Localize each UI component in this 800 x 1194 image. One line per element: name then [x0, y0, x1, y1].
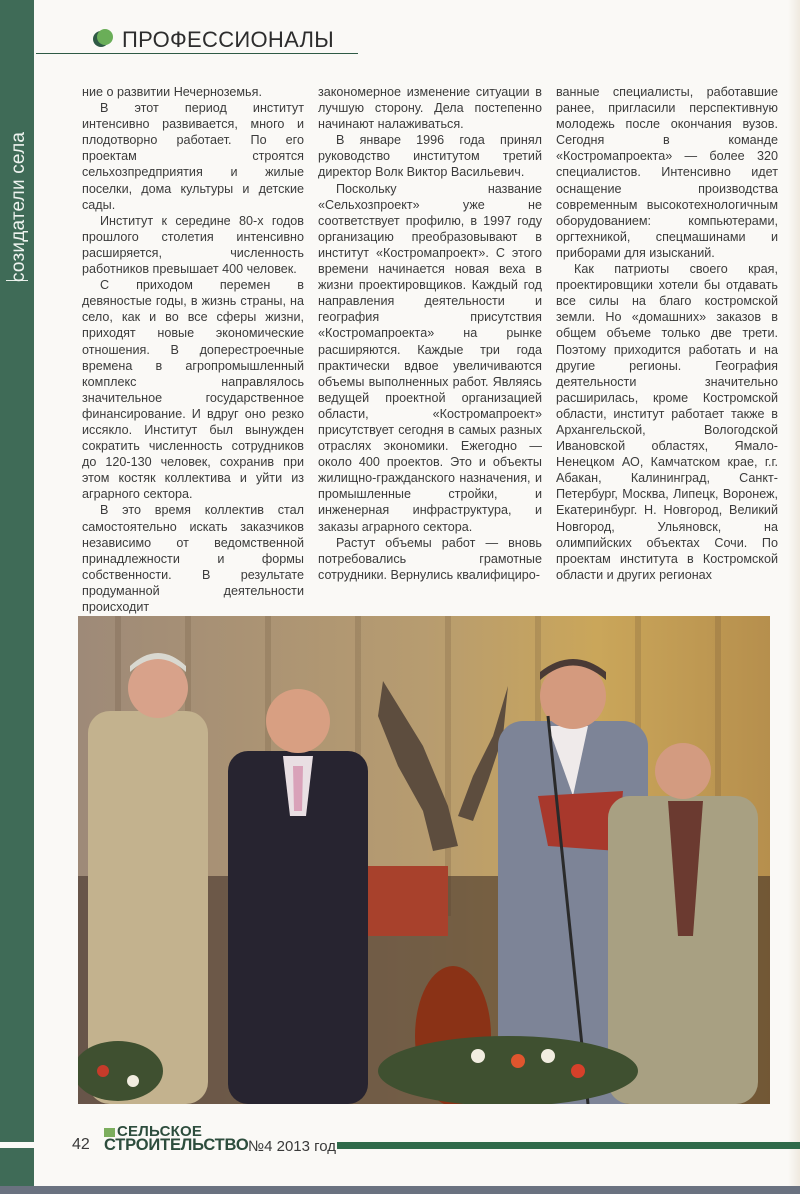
logo-line-2: СТРОИТЕЛЬСТВО [104, 1136, 249, 1154]
sidebar-gap [0, 1142, 34, 1148]
header-rule [36, 53, 358, 54]
music-stand [368, 866, 448, 936]
paragraph: В это время коллектив стал самостоятельно искать заказчиков независимо от ведомственной принадлежности и формы собственности. В результате продуманной деятельности происходит [82, 503, 304, 614]
paragraph: Растут объемы работ — вновь потребовались грамотные сотрудники. Вернулись квалифициро- [318, 535, 542, 582]
footer-bar [337, 1142, 800, 1149]
person-center [228, 689, 368, 1104]
photo-illustration [78, 616, 770, 1104]
logo-line-1: СЕЛЬСКОЕ [117, 1123, 203, 1140]
scan-bottom-edge [0, 1186, 800, 1194]
person-left [88, 653, 208, 1104]
text-column-2 [318, 84, 542, 583]
award-ceremony-photo [78, 616, 770, 1104]
issue-label: №4 2013 год [248, 1138, 337, 1155]
page-edge-shadow [788, 0, 800, 1186]
paragraph: С приходом перемен в девяностые годы, в жизнь страны, на село, как и во все сферы жизни, приходят новые экономические отношения. В доперестроечные времена в агропромышленный комплекс направлялось значительное государственное финансирование. И вдруг оно резко иссякло. Институт был вынужден сократить численность сотрудников до 120-130 человек, сохранив при этом костяк коллектива и уйти из аграрного сектора. [82, 278, 304, 502]
magazine-logo [104, 1123, 254, 1156]
person-right [608, 743, 758, 1104]
paragraph: Как патриоты своего края, проектировщики хотели бы отдавать все силы на благо костромской земли. Но «домашних» заказов в общем объеме только две трети. Поэтому приходится работать и на другие регионы. География деятельности значительно расширилась, кроме Костромской области, институт работает также в Архангельской, Вологодской Ивановской областях, Ямало-Ненецком АО, Камчатском крае, г.г. Абакан, Калининград, Санкт-Петербург, Москва, Липецк, Воронеж, Екатеринбург. Н. Новгород, Великий Новгород, Ульяновск, на олимпийских объектах Сочи. По проектам института в Костромской области и других регионах [556, 262, 778, 582]
paragraph: закономерное изменение ситуации в лучшую сторону. Дела постепенно начинают налаживаться. [318, 85, 542, 132]
section-header [90, 27, 360, 55]
page-number: 42 [72, 1136, 90, 1153]
sidebar-label: созидатели села [8, 131, 29, 282]
text-column-1 [82, 84, 304, 615]
paragraph: В этот период институт интенсивно развивается, много и плодотворно работает. По его проектам строятся сельхозпредприятия и жилые поселки, дома культуры и детские сады. [82, 101, 304, 212]
section-title: ПРОФЕССИОНАЛЫ [122, 27, 335, 52]
paragraph: ванные специалисты, работавшие ранее, пригласили перспективную молодежь после окончания вузов. Сегодня в команде «Костромапроекта» — более 320 специалистов. Интенсивно идет оснащение производства современным высокотехнологичным оборудованием: компьютерами, оргтехникой, спецмашинами и приборами для изысканий. [556, 85, 778, 260]
text-column-3 [556, 84, 778, 583]
paragraph: Институт к середине 80-х годов прошлого столетия интенсивно расширяется, численность работников превышает 400 человек. [82, 213, 304, 277]
page-footer [72, 1123, 800, 1156]
paragraph: Поскольку название «Сельхозпроект» уже не соответствует профилю, в 1997 году организацию преобразовывают в институт «Костромапроект». С этого времени начинается новая веха в жизни проектировщиков. Каждый год направления деятельности и география присутствия «Костромапроекта» на рынке расширяются. Каждые три года практически вдвое увеличиваются объемы выполненных работ. Являясь ведущей проектной организацией области, «Костромапроект» присутствует сегодня в самых разных отраслях экономики. Ежегодно — около 400 проектов. Это и объекты жилищно-гражданского назначения, и промышленные стройки, и инженерная инфраструктура, и заказы аграрного сектора. [318, 181, 542, 534]
paragraph: ние о развитии Нечерноземья. [82, 85, 262, 99]
paragraph: В январе 1996 года принял руководство институтом третий директор Волк Виктор Васильевич. [318, 133, 542, 180]
bullet-icon [97, 29, 113, 45]
